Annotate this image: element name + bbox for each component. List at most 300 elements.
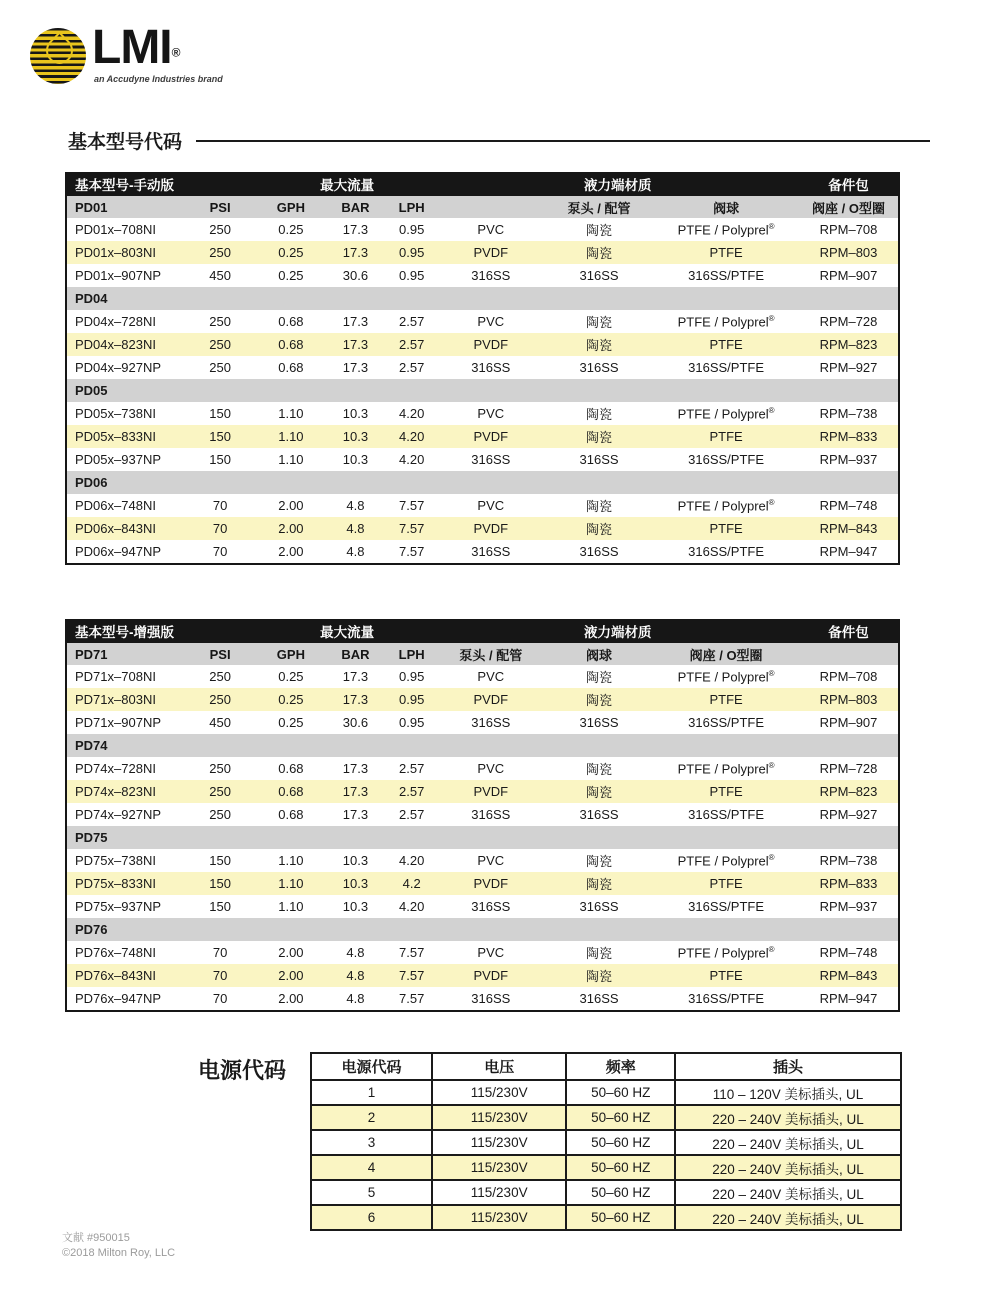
model-number: PD71x–907NP: [66, 711, 183, 734]
model-series-row: [66, 287, 899, 310]
model-cell: 70: [183, 964, 258, 987]
max-flow-header: 最大流量: [258, 172, 437, 196]
registered-mark: ®: [768, 760, 775, 770]
model-cell: 2.57: [387, 757, 437, 780]
model-cell: RPM–833: [799, 872, 899, 895]
model-cell: 17.3: [324, 780, 386, 803]
voltage-cell: 115/230V: [432, 1080, 567, 1105]
model-cell: RPM–907: [799, 264, 899, 287]
model-row: [66, 665, 899, 688]
model-cell: 17.3: [324, 356, 386, 379]
model-series-row: [66, 734, 899, 757]
model-series-row: [66, 379, 899, 402]
model-cell: RPM–843: [799, 517, 899, 540]
model-number: PD76x–843NI: [66, 964, 183, 987]
model-row: [66, 895, 899, 918]
plug-cell: 220 – 240V 美标插头, UL: [675, 1205, 901, 1230]
model-cell: 316SS: [437, 448, 545, 471]
model-number: PD71x–803NI: [66, 688, 183, 711]
power-code-cell: 2: [311, 1105, 432, 1130]
registered-mark: ®: [768, 221, 775, 231]
model-cell: PVDF: [437, 964, 545, 987]
spare-kit-header: 备件包: [799, 172, 899, 196]
frequency-cell: 50–60 HZ: [566, 1180, 675, 1205]
plug-cell: 220 – 240V 美标插头, UL: [675, 1130, 901, 1155]
model-cell: RPM–803: [799, 241, 899, 264]
enhanced-table-body: [66, 665, 899, 1011]
model-cell: PVDF: [437, 241, 545, 264]
model-cell: 70: [183, 987, 258, 1011]
model-row: [66, 402, 899, 425]
model-cell: 7.57: [387, 987, 437, 1011]
model-cell: 316SS: [545, 264, 653, 287]
model-cell: 0.95: [387, 688, 437, 711]
col-valve-seat: 阀座 / O型圈: [799, 196, 899, 218]
model-cell: 316SS: [437, 711, 545, 734]
model-cell: 2.00: [258, 987, 325, 1011]
model-cell: 250: [183, 803, 258, 826]
model-cell: 316SS: [437, 356, 545, 379]
model-cell: PTFE: [653, 688, 799, 711]
registered-mark: ®: [171, 45, 181, 60]
model-cell: 0.25: [258, 218, 325, 241]
model-cell: 1.10: [258, 895, 325, 918]
model-row: [66, 333, 899, 356]
col-voltage: 电压: [432, 1053, 567, 1080]
table-group-header-row: [66, 172, 899, 196]
document-number: 文献 #950015: [62, 1232, 130, 1244]
model-cell: 陶瓷: [545, 241, 653, 264]
model-cell: RPM–708: [799, 665, 899, 688]
model-number: PD05x–738NI: [66, 402, 183, 425]
table-column-header-row: [66, 643, 899, 665]
model-cell: 316SS/PTFE: [653, 356, 799, 379]
model-row: [66, 448, 899, 471]
model-cell: 316SS/PTFE: [653, 540, 799, 564]
model-cell: 0.68: [258, 333, 325, 356]
col-valve-ball: 阀球: [545, 643, 653, 665]
model-cell: 4.20: [387, 849, 437, 872]
registered-mark: ®: [768, 405, 775, 415]
enhanced-models-table: [65, 619, 900, 1012]
model-number: PD74x–823NI: [66, 780, 183, 803]
model-cell: 陶瓷: [545, 849, 653, 872]
model-cell: PVC: [437, 757, 545, 780]
model-cell: 陶瓷: [545, 757, 653, 780]
model-number: PD04x–823NI: [66, 333, 183, 356]
model-cell: 4.8: [324, 987, 386, 1011]
model-cell: 10.3: [324, 849, 386, 872]
power-codes-label: 电源代码: [198, 1058, 287, 1083]
model-cell: 4.20: [387, 448, 437, 471]
model-series-row: [66, 826, 899, 849]
model-row: [66, 964, 899, 987]
wet-end-materials-header: 液力端材质: [437, 172, 799, 196]
model-cell: 2.57: [387, 803, 437, 826]
model-cell: RPM–748: [799, 941, 899, 964]
model-number: PD06x–947NP: [66, 540, 183, 564]
model-cell: 4.8: [324, 964, 386, 987]
model-cell: 0.68: [258, 757, 325, 780]
col-lph: LPH: [387, 196, 437, 218]
model-cell: PTFE / Polyprel®: [653, 941, 799, 964]
table-column-header-row: [66, 196, 899, 218]
model-cell: 0.25: [258, 711, 325, 734]
model-cell: RPM–947: [799, 540, 899, 564]
model-cell: RPM–823: [799, 333, 899, 356]
model-cell: 0.95: [387, 264, 437, 287]
model-cell: PTFE / Polyprel®: [653, 402, 799, 425]
model-number: PD74x–927NP: [66, 803, 183, 826]
col-bar: BAR: [324, 643, 386, 665]
frequency-cell: 50–60 HZ: [566, 1080, 675, 1105]
model-cell: PVDF: [437, 425, 545, 448]
plug-cell: 220 – 240V 美标插头, UL: [675, 1155, 901, 1180]
model-cell: 4.8: [324, 941, 386, 964]
model-cell: PTFE: [653, 872, 799, 895]
logo-text-wrap: [92, 21, 223, 84]
model-cell: 0.68: [258, 780, 325, 803]
model-cell: RPM–927: [799, 803, 899, 826]
spare-kit-header: 备件包: [799, 619, 899, 643]
model-cell: 2.00: [258, 941, 325, 964]
model-series-header: PD75: [66, 826, 899, 849]
model-cell: 4.20: [387, 402, 437, 425]
model-cell: PVDF: [437, 517, 545, 540]
frequency-cell: 50–60 HZ: [566, 1205, 675, 1230]
model-cell: 250: [183, 780, 258, 803]
model-cell: 316SS: [437, 895, 545, 918]
power-row: [311, 1155, 901, 1180]
wet-end-materials-header: 液力端材质: [437, 619, 799, 643]
model-cell: 2.57: [387, 356, 437, 379]
model-cell: PTFE: [653, 517, 799, 540]
model-cell: RPM–937: [799, 448, 899, 471]
model-number: PD76x–947NP: [66, 987, 183, 1011]
model-row: [66, 241, 899, 264]
section-title-row: [68, 127, 930, 154]
model-row: [66, 757, 899, 780]
model-cell: RPM–728: [799, 757, 899, 780]
power-row: [311, 1080, 901, 1105]
model-cell: RPM–738: [799, 402, 899, 425]
model-row: [66, 711, 899, 734]
model-cell: 陶瓷: [545, 872, 653, 895]
page-title: 基本型号代码: [68, 132, 183, 153]
model-row: [66, 540, 899, 564]
model-cell: 陶瓷: [545, 964, 653, 987]
model-cell: PTFE: [653, 964, 799, 987]
frequency-cell: 50–60 HZ: [566, 1105, 675, 1130]
model-cell: 316SS: [437, 803, 545, 826]
page-footer: [62, 1231, 175, 1261]
model-number: PD75x–833NI: [66, 872, 183, 895]
model-cell: 陶瓷: [545, 333, 653, 356]
model-row: [66, 310, 899, 333]
model-cell: 250: [183, 310, 258, 333]
model-series-header: PD05: [66, 379, 899, 402]
model-cell: 17.3: [324, 757, 386, 780]
model-cell: 10.3: [324, 895, 386, 918]
model-cell: 7.57: [387, 540, 437, 564]
brand-tagline: an Accudyne Industries brand: [94, 74, 223, 84]
plug-cell: 220 – 240V 美标插头, UL: [675, 1105, 901, 1130]
model-cell: 0.25: [258, 665, 325, 688]
model-cell: 250: [183, 665, 258, 688]
lmi-logo: [30, 21, 223, 94]
model-cell: 4.2: [387, 872, 437, 895]
col-frequency: 频率: [566, 1053, 675, 1080]
model-cell: RPM–708: [799, 218, 899, 241]
model-cell: RPM–803: [799, 688, 899, 711]
power-row: [311, 1105, 901, 1130]
model-cell: 30.6: [324, 711, 386, 734]
model-number: PD74x–728NI: [66, 757, 183, 780]
model-cell: 250: [183, 241, 258, 264]
plug-cell: 110 – 120V 美标插头, UL: [675, 1080, 901, 1105]
model-number: PD71x–708NI: [66, 665, 183, 688]
model-cell: PVC: [437, 218, 545, 241]
model-cell: 7.57: [387, 517, 437, 540]
model-row: [66, 780, 899, 803]
model-cell: PTFE / Polyprel®: [653, 310, 799, 333]
model-cell: 4.8: [324, 517, 386, 540]
model-cell: 陶瓷: [545, 402, 653, 425]
voltage-cell: 115/230V: [432, 1180, 567, 1205]
model-cell: PVDF: [437, 688, 545, 711]
model-cell: 陶瓷: [545, 780, 653, 803]
title-rule: [196, 140, 930, 142]
model-cell: 316SS: [545, 895, 653, 918]
model-cell: 250: [183, 356, 258, 379]
model-cell: PVC: [437, 849, 545, 872]
model-cell: 17.3: [324, 333, 386, 356]
model-cell: PTFE / Polyprel®: [653, 665, 799, 688]
model-cell: 250: [183, 757, 258, 780]
model-cell: 150: [183, 448, 258, 471]
model-cell: 陶瓷: [545, 517, 653, 540]
model-series-row: [66, 471, 899, 494]
model-cell: 0.68: [258, 356, 325, 379]
model-cell: PTFE / Polyprel®: [653, 218, 799, 241]
model-series-header: PD06: [66, 471, 899, 494]
model-number: PD05x–937NP: [66, 448, 183, 471]
col-gph: GPH: [258, 196, 325, 218]
power-code-cell: 5: [311, 1180, 432, 1205]
model-cell: 450: [183, 264, 258, 287]
model-cell: 30.6: [324, 264, 386, 287]
model-cell: 316SS: [545, 356, 653, 379]
model-cell: PTFE / Polyprel®: [653, 849, 799, 872]
registered-mark: ®: [768, 852, 775, 862]
col-model: PD71: [66, 643, 183, 665]
model-cell: 陶瓷: [545, 218, 653, 241]
max-flow-header: 最大流量: [258, 619, 437, 643]
model-cell: 150: [183, 849, 258, 872]
model-cell: 316SS/PTFE: [653, 895, 799, 918]
model-cell: PTFE / Polyprel®: [653, 494, 799, 517]
col-lph: LPH: [387, 643, 437, 665]
model-number: PD06x–843NI: [66, 517, 183, 540]
model-number: PD01x–803NI: [66, 241, 183, 264]
model-cell: 316SS: [545, 540, 653, 564]
model-cell: 70: [183, 941, 258, 964]
model-cell: 陶瓷: [545, 665, 653, 688]
model-cell: 150: [183, 895, 258, 918]
model-cell: 2.00: [258, 517, 325, 540]
droplet-shape: [40, 31, 78, 69]
model-cell: 0.95: [387, 218, 437, 241]
model-cell: 陶瓷: [545, 494, 653, 517]
manual-table-body: [66, 218, 899, 564]
model-cell: 2.00: [258, 540, 325, 564]
model-cell: 2.00: [258, 494, 325, 517]
model-cell: 316SS/PTFE: [653, 803, 799, 826]
model-number: PD06x–748NI: [66, 494, 183, 517]
model-cell: 陶瓷: [545, 425, 653, 448]
copyright: ©2018 Milton Roy, LLC: [62, 1247, 176, 1259]
model-cell: 1.10: [258, 872, 325, 895]
model-cell: PVDF: [437, 780, 545, 803]
model-cell: 2.57: [387, 780, 437, 803]
model-cell: 316SS: [545, 803, 653, 826]
model-cell: 316SS: [437, 540, 545, 564]
power-code-cell: 3: [311, 1130, 432, 1155]
model-cell: 0.95: [387, 665, 437, 688]
voltage-cell: 115/230V: [432, 1105, 567, 1130]
col-gph: GPH: [258, 643, 325, 665]
model-cell: PVDF: [437, 333, 545, 356]
model-cell: 17.3: [324, 803, 386, 826]
model-cell: 4.8: [324, 540, 386, 564]
registered-mark: ®: [768, 497, 775, 507]
model-cell: RPM–907: [799, 711, 899, 734]
logo-text: LMI: [92, 21, 172, 74]
model-cell: 450: [183, 711, 258, 734]
model-cell: 250: [183, 218, 258, 241]
power-codes-table: [310, 1052, 902, 1231]
power-row: [311, 1205, 901, 1230]
col-model: PD01: [66, 196, 183, 218]
model-cell: PTFE: [653, 780, 799, 803]
model-row: [66, 987, 899, 1011]
model-cell: 17.3: [324, 688, 386, 711]
model-number: PD01x–907NP: [66, 264, 183, 287]
model-cell: 陶瓷: [545, 310, 653, 333]
model-row: [66, 872, 899, 895]
model-cell: 10.3: [324, 448, 386, 471]
model-cell: 2.57: [387, 310, 437, 333]
model-cell: 4.20: [387, 425, 437, 448]
model-row: [66, 218, 899, 241]
model-cell: 10.3: [324, 402, 386, 425]
model-cell: RPM–738: [799, 849, 899, 872]
model-cell: 17.3: [324, 310, 386, 333]
model-cell: 0.95: [387, 711, 437, 734]
model-cell: 4.8: [324, 494, 386, 517]
model-cell: 150: [183, 872, 258, 895]
model-cell: 0.25: [258, 688, 325, 711]
model-row: [66, 425, 899, 448]
frequency-cell: 50–60 HZ: [566, 1155, 675, 1180]
model-cell: 2.57: [387, 333, 437, 356]
model-cell: 70: [183, 494, 258, 517]
col-valve-seat: 阀座 / O型圈: [653, 643, 799, 665]
model-cell: 陶瓷: [545, 688, 653, 711]
model-cell: 17.3: [324, 218, 386, 241]
table-group-header-row: [66, 619, 899, 643]
model-cell: RPM–748: [799, 494, 899, 517]
model-cell: PVDF: [437, 872, 545, 895]
model-row: [66, 517, 899, 540]
model-cell: 70: [183, 517, 258, 540]
model-cell: RPM–927: [799, 356, 899, 379]
model-number: PD76x–748NI: [66, 941, 183, 964]
model-row: [66, 941, 899, 964]
model-cell: PVC: [437, 494, 545, 517]
model-cell: 0.95: [387, 241, 437, 264]
model-number: PD04x–927NP: [66, 356, 183, 379]
col-blank: [799, 643, 899, 665]
model-cell: 陶瓷: [545, 941, 653, 964]
model-row: [66, 356, 899, 379]
model-cell: RPM–843: [799, 964, 899, 987]
model-cell: 0.68: [258, 803, 325, 826]
model-cell: 316SS/PTFE: [653, 448, 799, 471]
model-cell: 316SS: [545, 711, 653, 734]
model-number: PD75x–937NP: [66, 895, 183, 918]
col-power-code: 电源代码: [311, 1053, 432, 1080]
model-cell: RPM–728: [799, 310, 899, 333]
power-row: [311, 1130, 901, 1155]
model-cell: RPM–937: [799, 895, 899, 918]
model-cell: 70: [183, 540, 258, 564]
power-table-body: [311, 1080, 901, 1230]
model-cell: 250: [183, 688, 258, 711]
model-cell: 17.3: [324, 241, 386, 264]
power-row: [311, 1180, 901, 1205]
model-cell: PTFE: [653, 241, 799, 264]
model-cell: 0.25: [258, 241, 325, 264]
power-code-cell: 1: [311, 1080, 432, 1105]
model-series-header: PD76: [66, 918, 899, 941]
model-cell: PTFE: [653, 425, 799, 448]
model-cell: 0.68: [258, 310, 325, 333]
model-cell: 1.10: [258, 425, 325, 448]
model-cell: 316SS: [545, 987, 653, 1011]
model-cell: PVC: [437, 941, 545, 964]
model-cell: 1.10: [258, 849, 325, 872]
model-cell: 316SS: [545, 448, 653, 471]
model-cell: 316SS/PTFE: [653, 264, 799, 287]
model-number: PD01x–708NI: [66, 218, 183, 241]
registered-mark: ®: [768, 944, 775, 954]
model-cell: 10.3: [324, 425, 386, 448]
model-cell: 17.3: [324, 665, 386, 688]
model-cell: PTFE: [653, 333, 799, 356]
model-cell: 250: [183, 333, 258, 356]
voltage-cell: 115/230V: [432, 1155, 567, 1180]
model-series-header: PD04: [66, 287, 899, 310]
model-number: PD04x–728NI: [66, 310, 183, 333]
model-cell: RPM–833: [799, 425, 899, 448]
model-cell: 2.00: [258, 964, 325, 987]
model-cell: 1.10: [258, 402, 325, 425]
model-number: PD05x–833NI: [66, 425, 183, 448]
model-cell: 150: [183, 425, 258, 448]
model-cell: 0.25: [258, 264, 325, 287]
frequency-cell: 50–60 HZ: [566, 1130, 675, 1155]
